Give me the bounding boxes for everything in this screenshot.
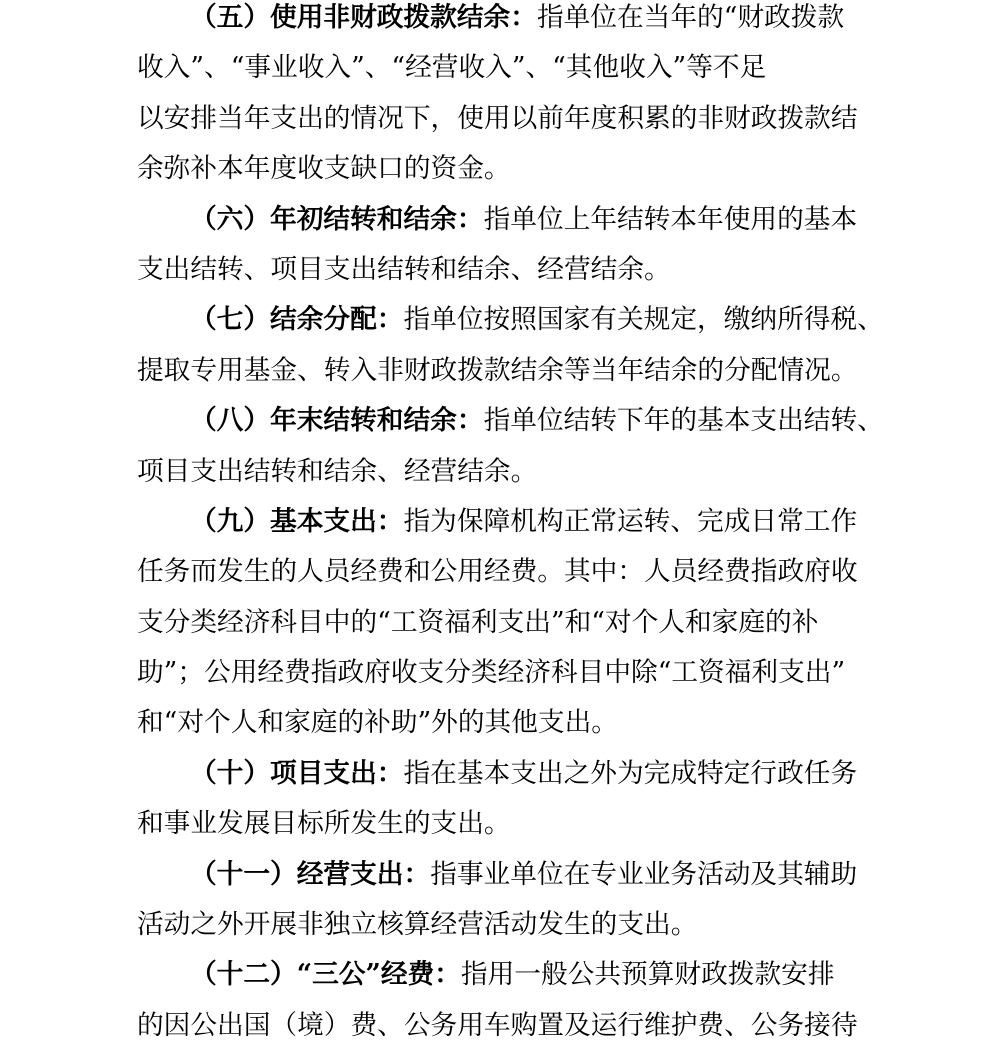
paragraph-text: 指单位在当年的“财政拨款 xyxy=(536,2,845,33)
text-line xyxy=(137,497,937,547)
text-line xyxy=(137,900,937,950)
paragraph xyxy=(137,195,937,296)
paragraph-heading: （九）基本支出： xyxy=(190,505,404,537)
paragraph-text: 指事业单位在专业业务活动及其辅助 xyxy=(430,858,858,890)
paragraph-heading: （十二）“三公”经费： xyxy=(190,959,461,991)
document-body xyxy=(137,0,937,1051)
paragraph-text: 收入”、“事业收入”、“经营收入”、“其他收入”等不足 xyxy=(137,52,767,84)
text-line xyxy=(137,346,937,396)
text-line xyxy=(137,245,937,295)
text-line xyxy=(137,698,937,748)
paragraph-text: 指单位结转下年的基本支出结转、 xyxy=(483,405,884,437)
paragraph xyxy=(137,0,937,195)
text-line xyxy=(137,648,937,698)
text-line xyxy=(137,598,937,648)
paragraph xyxy=(137,749,937,850)
text-line xyxy=(137,144,937,194)
paragraph xyxy=(137,850,937,951)
paragraph-text: 余弥补本年度收支缺口的资金。 xyxy=(137,153,511,185)
text-line xyxy=(137,950,937,1000)
paragraph-text: 任务而发生的人员经费和公用经费。其中：人员经费指政府收 xyxy=(137,556,858,588)
paragraph-text: 指用一般公共预算财政拨款安排 xyxy=(460,959,835,991)
paragraph-heading: （十）项目支出： xyxy=(190,757,404,789)
paragraph-text: 指单位上年结转本年使用的基本 xyxy=(483,203,858,235)
paragraph xyxy=(137,497,937,749)
paragraph-text: 指在基本支出之外为完成特定行政任务 xyxy=(403,757,858,789)
paragraph-heading: （六）年初结转和结余： xyxy=(190,203,484,235)
text-line xyxy=(137,547,937,597)
text-line xyxy=(137,195,937,245)
text-line xyxy=(137,0,937,43)
paragraph-text: 和事业发展目标所发生的支出。 xyxy=(137,808,511,840)
text-line xyxy=(137,396,937,446)
paragraph xyxy=(137,295,937,396)
paragraph xyxy=(137,950,937,1051)
paragraph-heading: （八）年末结转和结余： xyxy=(190,405,484,437)
text-line xyxy=(137,749,937,799)
text-line xyxy=(137,850,937,900)
paragraph-text: 指为保障机构正常运转、完成日常工作 xyxy=(403,505,858,537)
text-line xyxy=(137,295,937,345)
text-line xyxy=(137,94,937,144)
paragraph-heading: （七）结余分配： xyxy=(190,304,404,336)
paragraph-text: 以安排当年支出的情况下，使用以前年度积累的非财政拨款结 xyxy=(137,102,858,134)
text-line xyxy=(137,447,937,497)
text-line xyxy=(137,43,937,93)
paragraph-heading: （十一）经营支出： xyxy=(190,858,431,890)
paragraph-text: 项目支出结转和结余、经营结余。 xyxy=(137,455,538,487)
paragraph-text: 助”；公用经费指政府收支分类经济科目中除“工资福利支出” xyxy=(137,657,846,689)
text-line xyxy=(137,799,937,849)
paragraph-text: 提取专用基金、转入非财政拨款结余等当年结余的分配情况。 xyxy=(137,354,858,386)
paragraph-heading: （五）使用非财政拨款结余： xyxy=(190,2,537,33)
paragraph-text: 指单位按照国家有关规定，缴纳所得税、 xyxy=(403,304,884,336)
paragraph-text: 活动之外开展非独立核算经营活动发生的支出。 xyxy=(137,909,698,941)
paragraph-text: 的因公出国（境）费、公务用车购置及运行维护费、公务接待 xyxy=(137,1009,858,1041)
paragraph-text: 支分类经济科目中的“工资福利支出”和“对个人和家庭的补 xyxy=(137,606,819,638)
paragraph-text: 支出结转、项目支出结转和结余、经营结余。 xyxy=(137,253,671,285)
text-line xyxy=(137,1001,937,1051)
paragraph xyxy=(137,396,937,497)
paragraph-text: 和“对个人和家庭的补助”外的其他支出。 xyxy=(137,707,618,739)
